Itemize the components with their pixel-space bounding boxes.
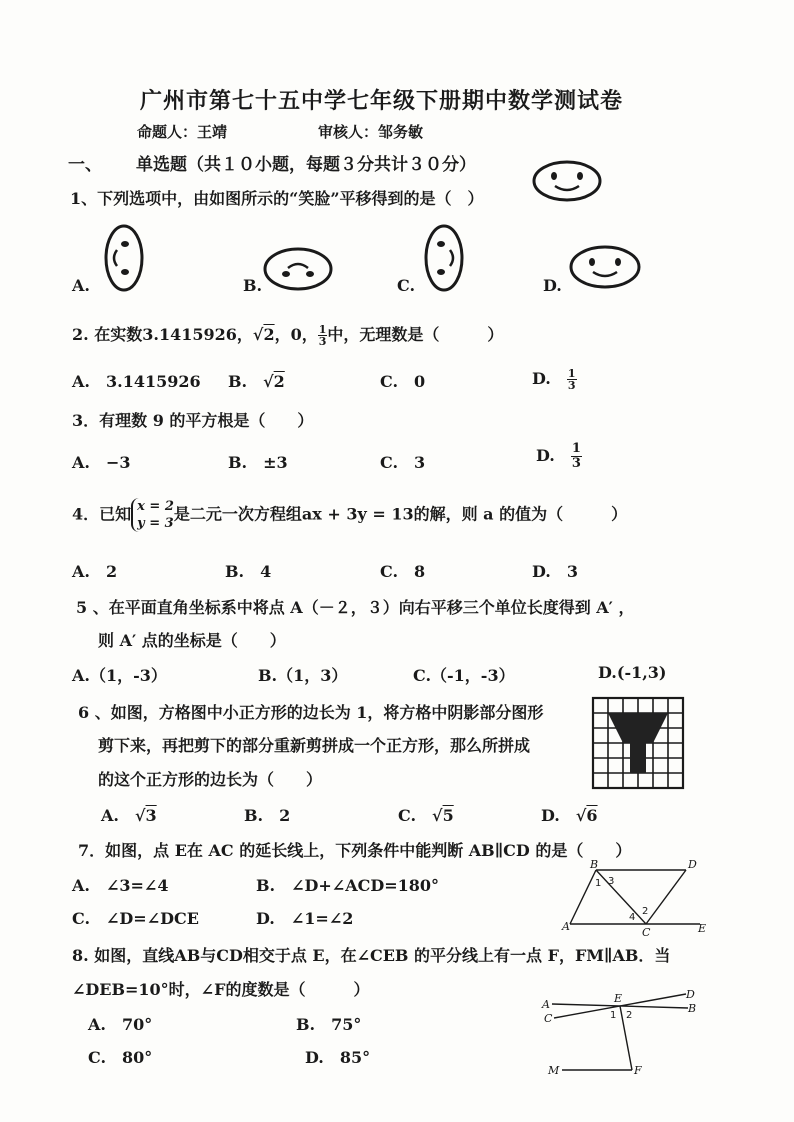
- label-B: B: [590, 858, 599, 871]
- q2-option-d: D. $\frac{1}{3}$: [532, 367, 576, 392]
- q3-option-d: D. $\frac{1}{3}$: [536, 441, 581, 471]
- question-3-text: 3．有理数 9 的平方根是（ ）: [72, 411, 314, 430]
- reviewer-label: 审核人：邹务敏: [318, 123, 424, 141]
- question-5-line-2: 则 A′ 点的坐标是（ ）: [98, 631, 286, 650]
- q4-equation-system: x = 2 y = 3: [131, 498, 174, 532]
- q8-option-c: C. 80°: [88, 1048, 153, 1067]
- question-6-line-1: 6 、如图，方格图中小正方形的边长为 1，将方格中阴影部分图形: [78, 703, 544, 722]
- author-label: 命题人：王靖: [137, 123, 228, 141]
- question-2-text: [72, 322, 503, 347]
- q1-option-b: B.: [243, 276, 263, 295]
- q4-option-b: B. 4: [225, 562, 272, 581]
- q2-prefix: 2. 在实数3.1415926，: [72, 325, 253, 344]
- angle-1-label: 1: [595, 878, 602, 889]
- page-title: 广州市第七十五中学七年级下册期中数学测试卷: [140, 88, 624, 114]
- q6-option-b: B. 2: [244, 806, 291, 825]
- q2-sqrt: √2: [252, 325, 275, 344]
- q7-option-b: B. ∠D+∠ACD=180°: [256, 876, 440, 895]
- q3-option-b: B. ±3: [228, 453, 288, 472]
- q5-option-b: B.（1，3）: [258, 666, 348, 685]
- question-4-text: 4．已知 x = 2 y = 3 是二元一次方程组ax + 3y = 13的解，则 a 的值为（ ）: [72, 499, 628, 531]
- q5-option-a: A.（1，-3）: [72, 666, 167, 685]
- q6-option-d: D. √6: [541, 806, 598, 825]
- question-8-line-1: 8. 如图，直线AB与CD相交于点 E，在∠CEB 的平分线上有一点 F，FM∥AB．当: [72, 946, 671, 965]
- q7-option-a: A. ∠3=∠4: [72, 876, 169, 895]
- q7-option-d: D. ∠1=∠2: [256, 909, 354, 928]
- angle-4-label: 4: [629, 912, 636, 923]
- section-number: 一、: [68, 155, 102, 175]
- q2-fraction: $\frac{1}{3}$: [318, 323, 327, 348]
- intersecting-lines-figure: [540, 988, 700, 1080]
- label-B: B: [688, 1002, 697, 1015]
- grid-figure: [592, 697, 684, 789]
- translated-smiley-icon: [568, 244, 642, 290]
- q4-option-c: C. 8: [380, 562, 426, 581]
- upside-down-smiley-icon: [262, 246, 334, 292]
- q1-option-c: C.: [397, 276, 416, 295]
- q6-option-a: A. √3: [101, 806, 157, 825]
- q1-option-a: A.: [72, 276, 90, 295]
- label-D: D: [688, 858, 697, 871]
- q2-suffix: 中，无理数是（ ）: [327, 325, 504, 344]
- question-5-line-1: 5 、在平面直角坐标系中将点 A（－２，３）向右平移三个单位长度得到 A′ ，: [76, 598, 635, 617]
- question-7-text: 7．如图，点 E在 AC 的延长线上，下列条件中能判断 AB∥CD 的是（ ）: [78, 841, 632, 860]
- q2-option-a: A. 3.1415926: [72, 372, 201, 391]
- q4-option-d: D. 3: [532, 562, 579, 581]
- section-title: 单选题（共１０小题，每题３分共计３０分）: [136, 155, 476, 175]
- label-E: E: [698, 922, 707, 935]
- sideways-smiley-icon: [423, 224, 465, 292]
- parallel-lines-figure: [562, 858, 712, 939]
- q8-option-b: B. 75°: [296, 1015, 362, 1034]
- q7-option-c: C. ∠D=∠DCE: [72, 909, 199, 928]
- label-A: A: [562, 920, 570, 933]
- label-D: D: [686, 988, 695, 1001]
- angle-1-label: 1: [610, 1010, 617, 1021]
- angle-2-label: 2: [626, 1010, 633, 1021]
- question-8-line-2: ∠DEB=10°时，∠F的度数是（ ）: [72, 980, 370, 999]
- question-6-line-2: 剪下来，再把剪下的部分重新剪拼成一个正方形，那么所拼成: [98, 736, 531, 755]
- rotated-smiley-icon: [103, 224, 145, 292]
- question-1-text: 1、下列选项中，由如图所示的“笑脸”平移得到的是（ ）: [70, 189, 484, 208]
- q3-option-a: A. −3: [72, 453, 131, 472]
- label-C: C: [642, 926, 651, 939]
- q6-option-c: C. √5: [398, 806, 454, 825]
- q5-option-c: C.（-1，-3）: [413, 666, 515, 685]
- q4-option-a: A. 2: [72, 562, 118, 581]
- label-F: F: [634, 1064, 642, 1077]
- q2-option-b: B. √2: [228, 372, 285, 391]
- q2-sqrt-arg: 2: [263, 325, 275, 344]
- angle-3-label: 3: [608, 876, 615, 887]
- smiley-face-icon: [532, 160, 602, 202]
- q5-option-d: D.(-1,3): [598, 663, 667, 682]
- angle-2-label: 2: [642, 906, 649, 917]
- label-M: M: [548, 1064, 560, 1077]
- question-6-line-3: 的这个正方形的边长为（ ）: [98, 770, 323, 789]
- q3-option-c: C. 3: [380, 453, 426, 472]
- label-E: E: [614, 992, 623, 1005]
- q2-option-c: C. 0: [380, 372, 426, 391]
- q8-option-d: D. 85°: [305, 1048, 371, 1067]
- q1-option-d: D.: [543, 276, 562, 295]
- label-A: A: [542, 998, 550, 1011]
- q8-option-a: A. 70°: [88, 1015, 153, 1034]
- q2-mid: ，0，: [274, 325, 318, 344]
- label-C: C: [544, 1012, 553, 1025]
